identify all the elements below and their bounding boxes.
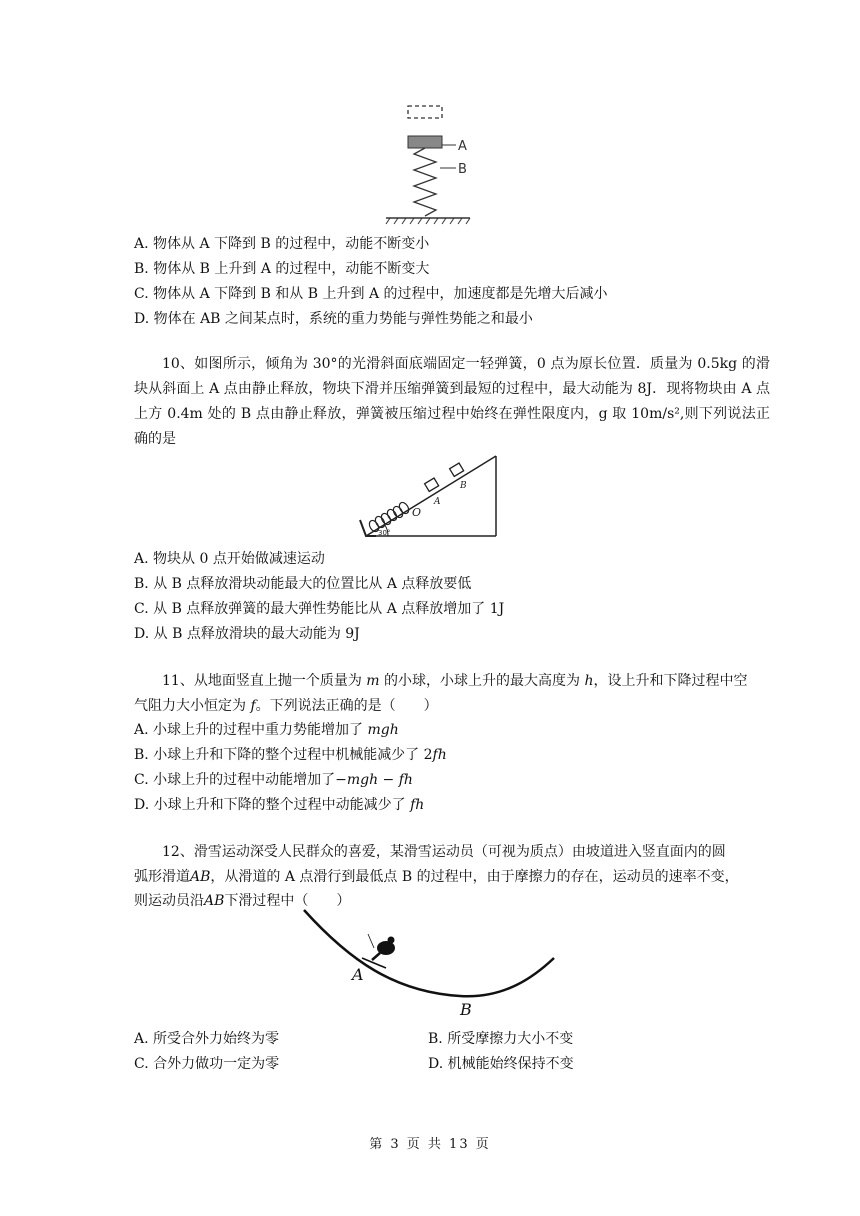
q10-option-b: B. 从 B 点释放滑块动能最大的位置比从 A 点释放要低 <box>134 576 472 592</box>
fig12-label-b: B <box>460 1000 472 1019</box>
block-position-a <box>408 136 442 148</box>
block-outline-dashed <box>408 106 442 118</box>
q11-stem-line1: 11、从地面竖直上抛一个质量为 m 的小球，小球上升的最大高度为 h，设上升和下降过程中空 <box>162 673 748 689</box>
fig10-label-o: O <box>412 506 422 519</box>
q11-option-b: B. 小球上升和下降的整个过程中机械能减少了 2fh <box>134 747 447 763</box>
wall-stopper <box>360 520 376 536</box>
spring-block-figure <box>378 100 488 230</box>
q9-option-b: B. 物体从 B 上升到 A 的过程中，动能不断变大 <box>134 261 430 277</box>
fig10-angle: 30° <box>378 529 391 537</box>
q10-stem: 10、如图所示，倾角为 30°的光滑斜面底端固定一轻弹簧，0 点为原长位置．质量为 0.5kg 的滑块从斜面上 A 点由静止释放，物块下滑并压缩弹簧到最短的过程中，最大动能为 8J．现将物块由 A 点上方 0.4m 处的 B 点由静止释放，弹簧被压缩过程中始终在弹性限度内，g 取 10m/s²,则下列说法正确的是 <box>134 356 770 447</box>
q12-option-a: A. 所受合外力始终为零 <box>134 1031 280 1047</box>
q9-option-d: D. 物体在 AB 之间某点时，系统的重力势能与弹性势能之和最小 <box>134 311 533 327</box>
fig9-label-a: A <box>458 139 467 154</box>
page-footer: 第 3 页 共 13 页 <box>369 1137 491 1152</box>
q10-option-a: A. 物块从 0 点开始做减速运动 <box>134 551 325 567</box>
q12-stem-line2: 弧形滑道AB，从滑道的 A 点滑行到最低点 B 的过程中，由于摩擦力的存在，运动员的速率不变， <box>134 869 739 885</box>
q10-option-d: D. 从 B 点释放滑块的最大动能为 9J <box>134 626 360 642</box>
q12-stem-line3: 则运动员沿AB下滑过程中（ ） <box>134 893 351 909</box>
q9-option-c: C. 物体从 A 下降到 B 和从 B 上升到 A 的过程中，加速度都是先增大后减小 <box>134 286 608 302</box>
incline-spring-figure <box>356 452 506 544</box>
arc-track <box>304 910 554 996</box>
skier-icon <box>362 934 395 968</box>
q12-option-b: B. 所受摩擦力大小不变 <box>428 1031 574 1047</box>
q10-option-c: C. 从 B 点释放弹簧的最大弹性势能比从 A 点释放增加了 1J <box>134 601 505 617</box>
spring <box>414 148 436 216</box>
block-a <box>425 478 439 491</box>
q11-option-a: A. 小球上升的过程中重力势能增加了 mgh <box>134 722 399 738</box>
fig10-label-a: A <box>434 497 441 507</box>
ski-track-figure <box>300 906 562 1020</box>
q12-stem-line1: 12、滑雪运动深受人民群众的喜爱，某滑雪运动员（可视为质点）由坡道进入竖直面内的圆 <box>162 844 726 860</box>
q12-option-d: D. 机械能始终保持不变 <box>428 1056 574 1072</box>
q11-option-d: D. 小球上升和下降的整个过程中动能减少了 fh <box>134 797 425 813</box>
fig9-label-b: B <box>458 162 467 177</box>
fig12-label-a: A <box>352 965 364 984</box>
q12-option-c: C. 合外力做功一定为零 <box>134 1056 280 1072</box>
block-b <box>450 463 464 476</box>
q9-option-a: A. 物体从 A 下降到 B 的过程中，动能不断变小 <box>134 236 430 252</box>
q11-option-c: C. 小球上升的过程中动能增加了−mgh − fh <box>134 772 413 788</box>
fig10-label-b: B <box>460 481 467 491</box>
q11-stem-line2: 气阻力大小恒定为 f。下列说法正确的是（ ） <box>134 698 438 714</box>
